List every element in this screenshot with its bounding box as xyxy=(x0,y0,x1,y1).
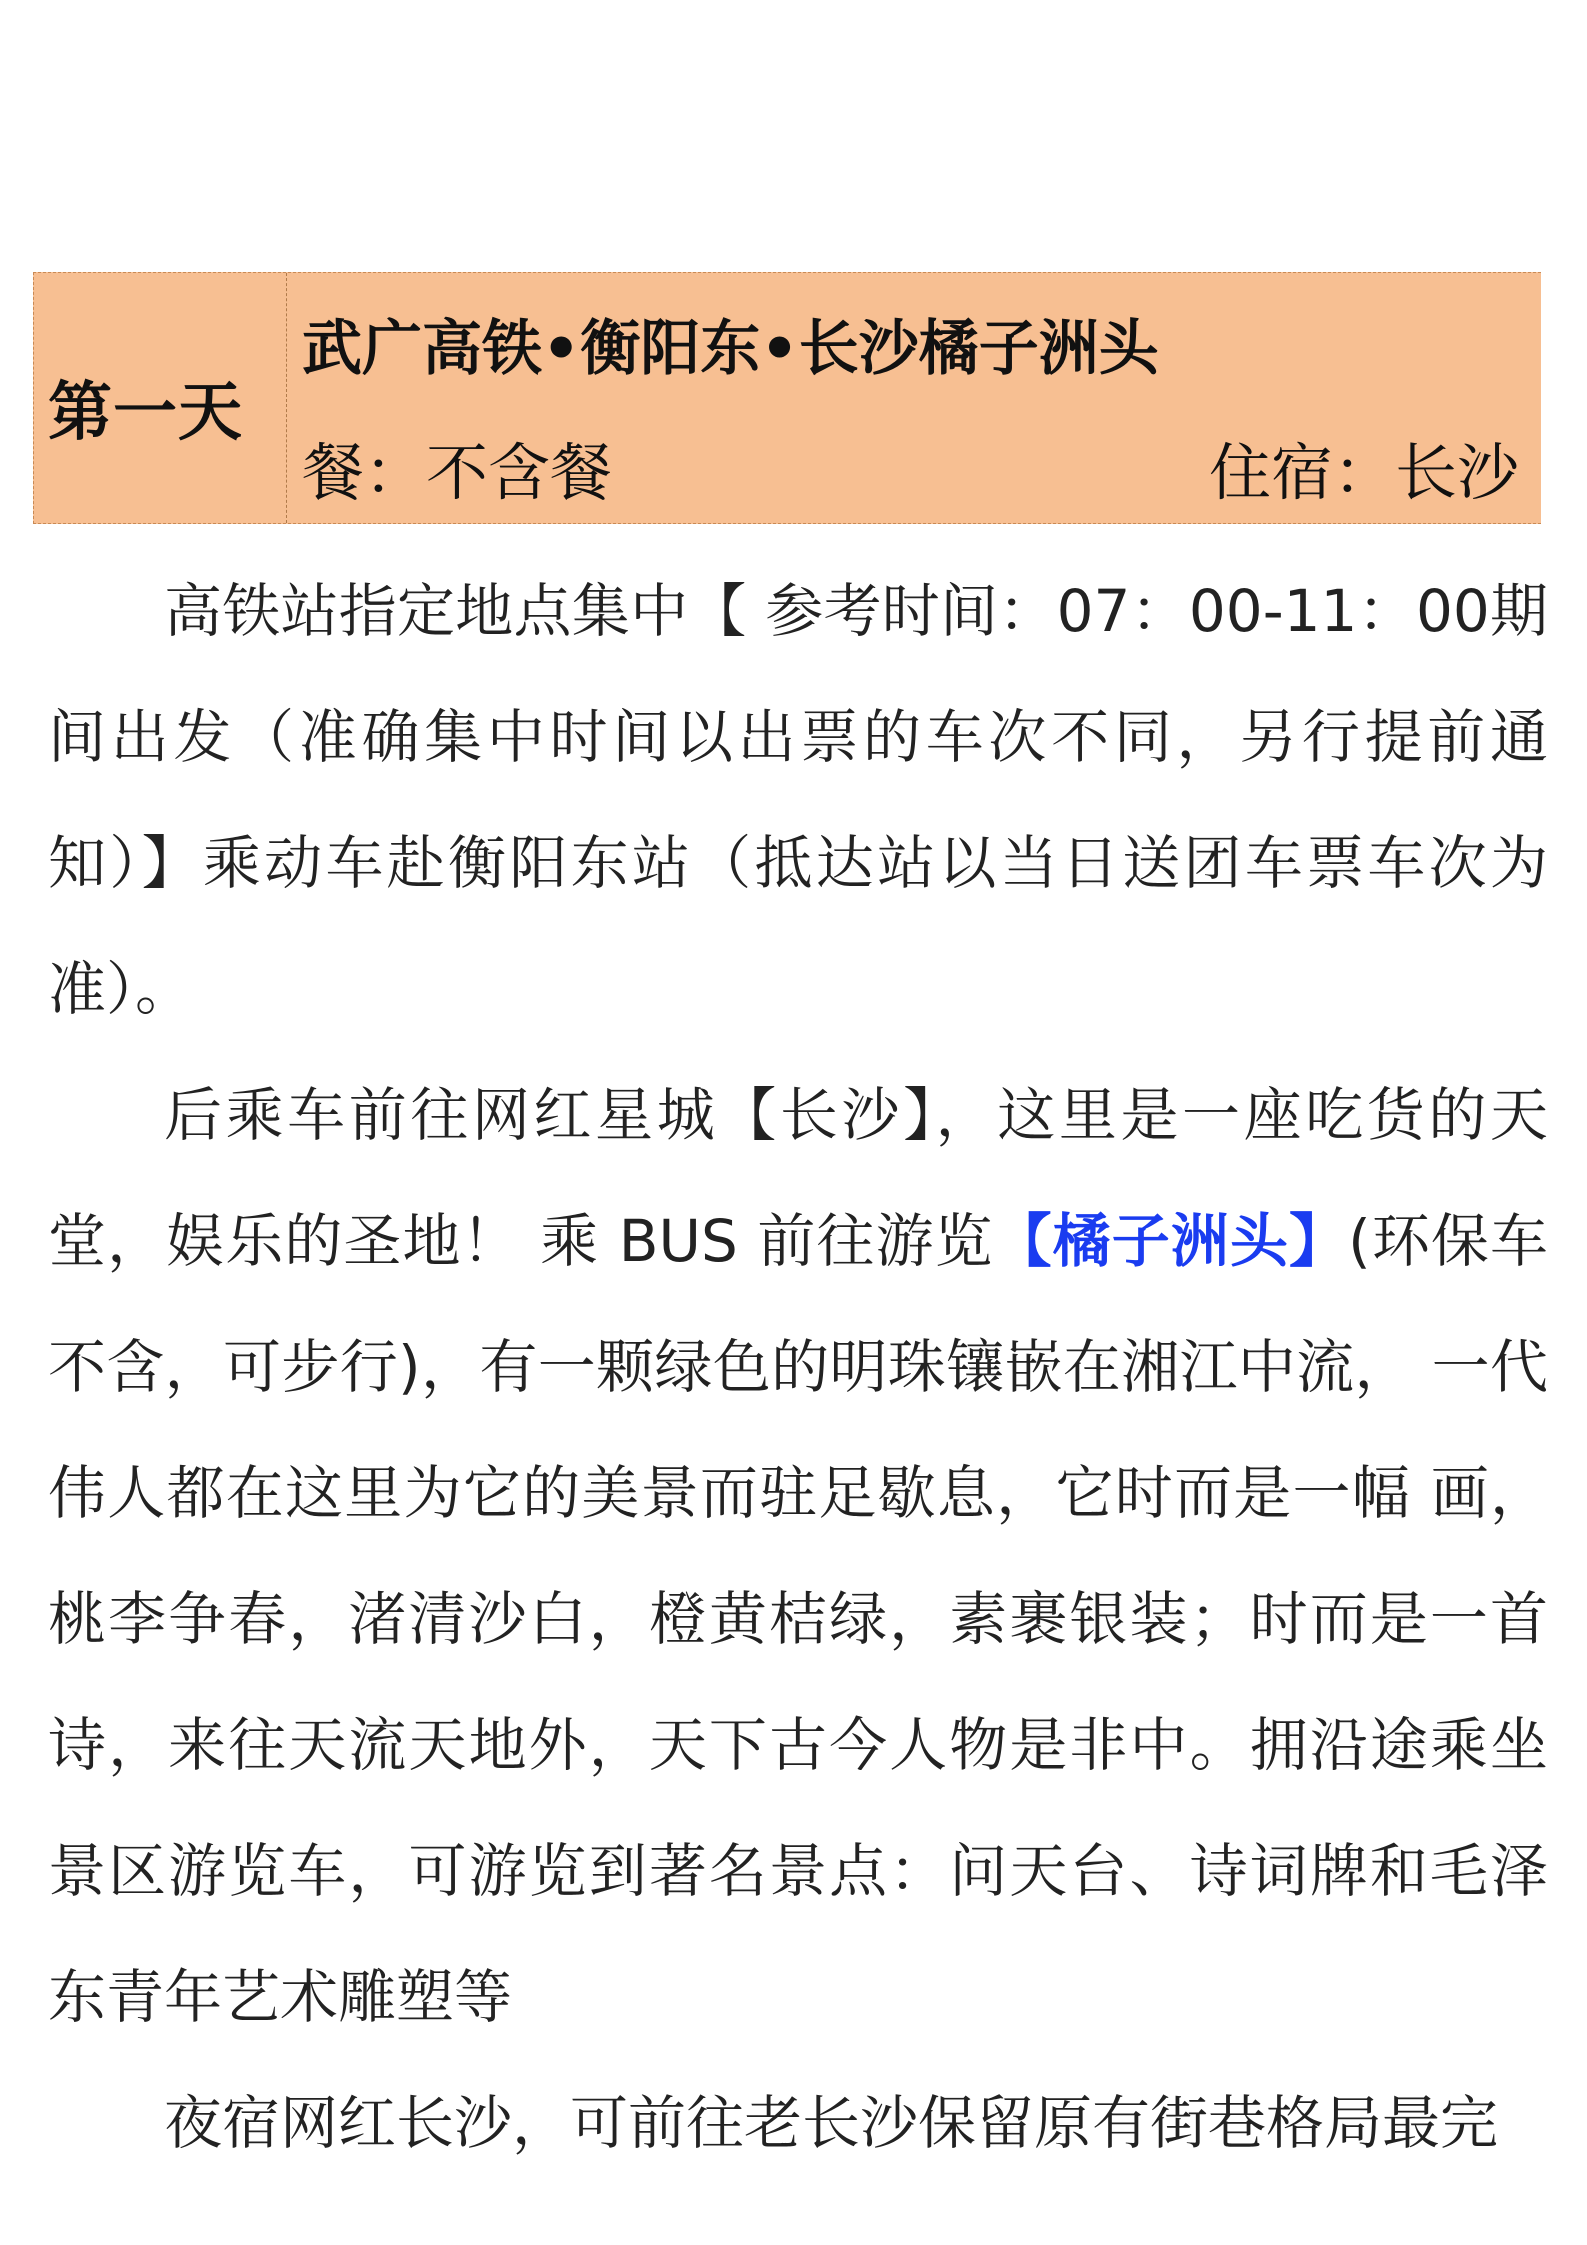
paragraph-orange-isle xyxy=(48,1052,1548,2060)
paragraph-departure: 高铁站指定地点集中【 参考时间：07：00-11：00期间出发（准确集中时间以出票的车次不同，另行提前通知）】乘动车赴衡阳东站（抵达站以当日送团车票车次为准）。 xyxy=(48,577,1548,1023)
day-cell xyxy=(34,273,287,523)
paragraph-night-stay: 夜宿网红长沙，可前往老长沙保留原有街巷格局最完 xyxy=(164,2089,1499,2157)
meal-info: 餐：不含餐 xyxy=(302,436,613,509)
route-title: 武广高铁•衡阳东•长沙橘子洲头 xyxy=(302,314,1159,384)
paragraph-orange-isle-intro: 后乘车前往网红星城【长沙】，这里是一座吃货的天堂，娱乐的圣地！ 乘 BUS 前往游览 xyxy=(48,1081,1548,1275)
paragraph-orange-isle-detail: (环保车不含，可步行)，有一颗绿色的明珠镶嵌在湘江中流， 一代伟人都在这里为它的美景而驻足歇息，它时而是一幅 画，桃李争春，渚清沙白，橙黄桔绿，素裹银装；时而是一首诗，来往天流天地外，天下古今人物是非中。拥沿途乘坐景区游览车，可游览到著名景点：问天台、诗词牌和毛泽东青年艺术雕塑等 xyxy=(48,1207,1548,2031)
itinerary-body xyxy=(48,548,1548,2186)
accommodation-info: 住宿：长沙 xyxy=(1208,436,1519,509)
attraction-highlight: 【橘子洲头】 xyxy=(993,1207,1349,1275)
day-header-table xyxy=(33,272,1541,524)
day-label: 第一天 xyxy=(48,376,243,450)
